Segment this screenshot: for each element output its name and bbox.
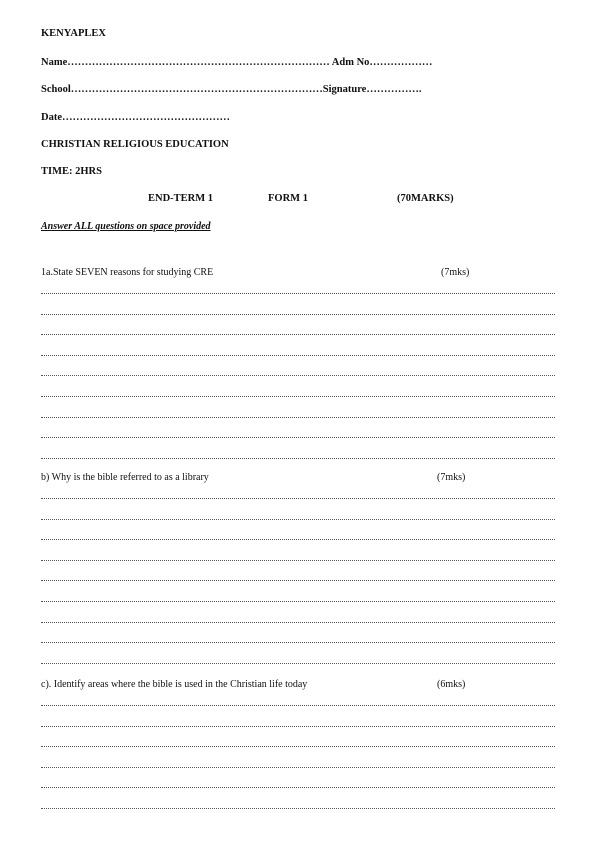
answer-line bbox=[41, 498, 555, 499]
answer-line bbox=[41, 334, 555, 335]
answer-line bbox=[41, 622, 555, 623]
answer-line bbox=[41, 642, 555, 643]
total-marks: (70MARKS) bbox=[397, 193, 454, 204]
answer-line bbox=[41, 314, 555, 315]
question-marks: (6mks) bbox=[437, 679, 466, 690]
question-text: 1a.State SEVEN reasons for studying CRE bbox=[41, 267, 214, 278]
date-line: Date………………………………………… bbox=[41, 112, 230, 123]
answer-line bbox=[41, 580, 555, 581]
exam-name: END-TERM 1 bbox=[148, 193, 214, 204]
answer-line bbox=[41, 375, 555, 376]
brand-name: KENYAPLEX bbox=[41, 28, 106, 39]
answer-line bbox=[41, 519, 555, 520]
form-level: FORM 1 bbox=[268, 193, 308, 204]
answer-line bbox=[41, 293, 555, 294]
answer-line bbox=[41, 396, 555, 397]
answer-line bbox=[41, 726, 555, 727]
name-adm-line: Name………………………………………………………………… Adm No……………… bbox=[41, 57, 433, 68]
instruction-text: Answer ALL questions on space provided bbox=[41, 221, 211, 232]
answer-line bbox=[41, 539, 555, 540]
answer-line bbox=[41, 601, 555, 602]
question-marks: (7mks) bbox=[441, 267, 470, 278]
question-text: c). Identify areas where the bible is used in the Christian life today bbox=[41, 679, 308, 690]
answer-line bbox=[41, 808, 555, 809]
answer-line bbox=[41, 355, 555, 356]
answer-line bbox=[41, 767, 555, 768]
time-allowed: TIME: 2HRS bbox=[41, 166, 102, 177]
answer-line bbox=[41, 787, 555, 788]
answer-line bbox=[41, 417, 555, 418]
school-signature-line: School………………………………………………………………Signature……………. bbox=[41, 84, 422, 95]
subject-title: CHRISTIAN RELIGIOUS EDUCATION bbox=[41, 139, 229, 150]
answer-line bbox=[41, 705, 555, 706]
answer-line bbox=[41, 746, 555, 747]
answer-line bbox=[41, 458, 555, 459]
answer-line bbox=[41, 663, 555, 664]
answer-line bbox=[41, 437, 555, 438]
question-text: b) Why is the bible referred to as a library bbox=[41, 472, 209, 483]
answer-line bbox=[41, 560, 555, 561]
question-marks: (7mks) bbox=[437, 472, 466, 483]
